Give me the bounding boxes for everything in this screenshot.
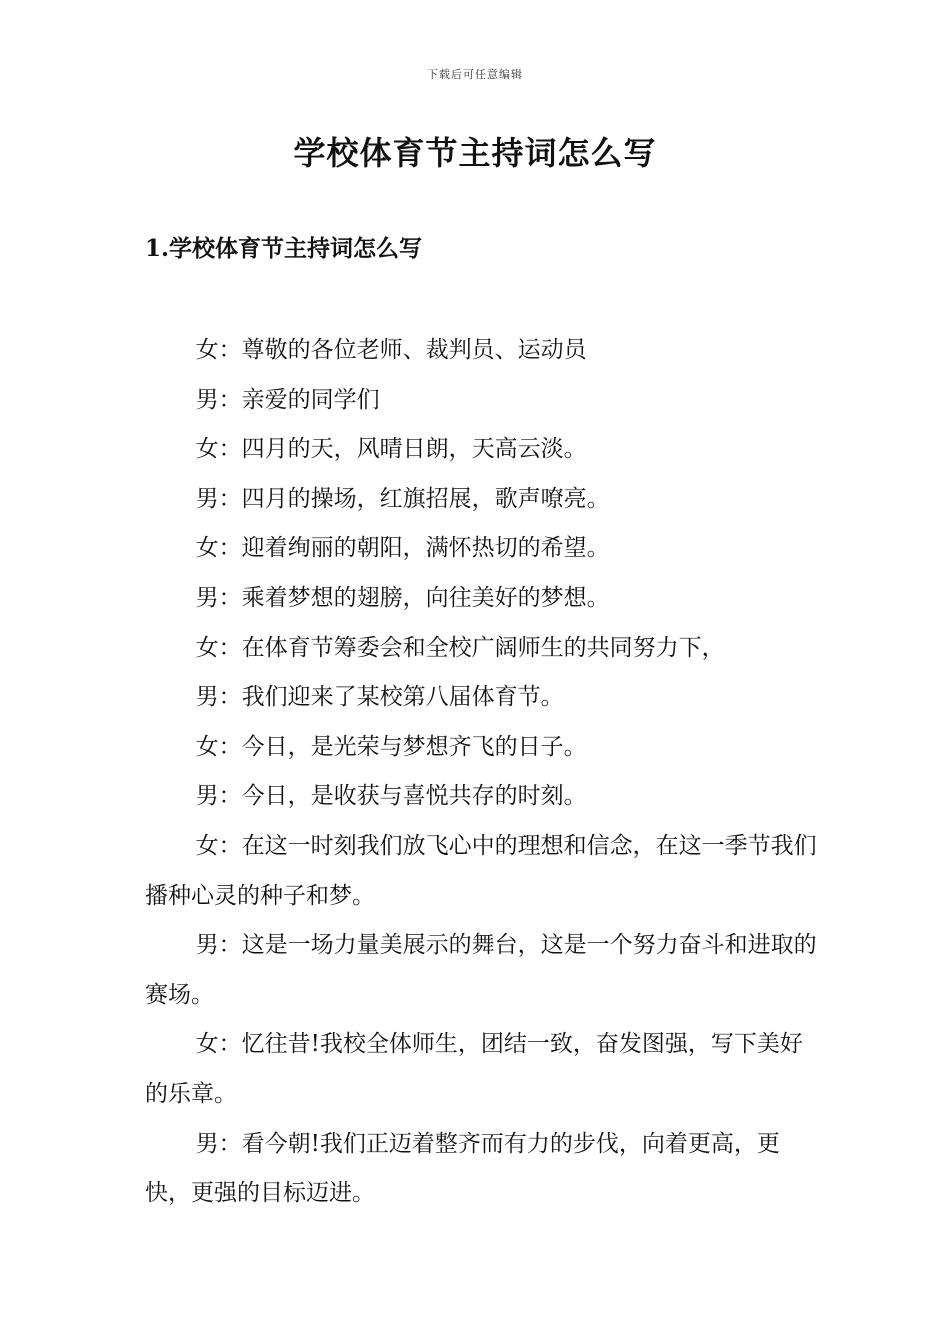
paragraph: 男：乘着梦想的翅膀，向往美好的梦想。 bbox=[195, 584, 610, 611]
document-title: 学校体育节主持词怎么写 bbox=[293, 134, 657, 172]
paragraph: 男：我们迎来了某校第八届体育节。 bbox=[195, 684, 564, 711]
section-heading: 1.学校体育节主持词怎么写 bbox=[145, 235, 423, 262]
paragraph: 男：这是一场力量美展示的舞台，这是一个努力奋斗和进取的赛场。 bbox=[145, 932, 817, 1008]
paragraph: 女：尊敬的各位老师、裁判员、运动员 bbox=[195, 337, 587, 363]
paragraph: 女：四月的天，风晴日朗，天高云淡。 bbox=[195, 436, 587, 463]
header-note: 下载后可任意编辑 bbox=[427, 68, 523, 81]
paragraph: 女：在体育节筹委会和全校广阔师生的共同努力下， bbox=[195, 634, 725, 661]
paragraph: 男：四月的操场，红旗招展，歌声嘹亮。 bbox=[195, 485, 610, 512]
paragraph: 女：迎着绚丽的朝阳，满怀热切的希望。 bbox=[195, 535, 610, 562]
paragraph: 女：今日，是光荣与梦想齐飞的日子。 bbox=[195, 733, 587, 760]
paragraph: 男：亲爱的同学们 bbox=[195, 386, 380, 413]
paragraph: 女：在这一时刻我们放飞心中的理想和信念，在这一季节我们播种心灵的种子和梦。 bbox=[145, 832, 817, 909]
document-body bbox=[145, 326, 825, 1219]
paragraph: 男：看今朝!我们正迈着整齐而有力的步伐，向着更高，更快，更强的目标迈进。 bbox=[145, 1130, 780, 1207]
paragraph: 男：今日，是收获与喜悦共存的时刻。 bbox=[195, 783, 587, 810]
paragraph: 女：忆往昔!我校全体师生，团结一致，奋发图强，写下美好的乐章。 bbox=[145, 1031, 803, 1107]
